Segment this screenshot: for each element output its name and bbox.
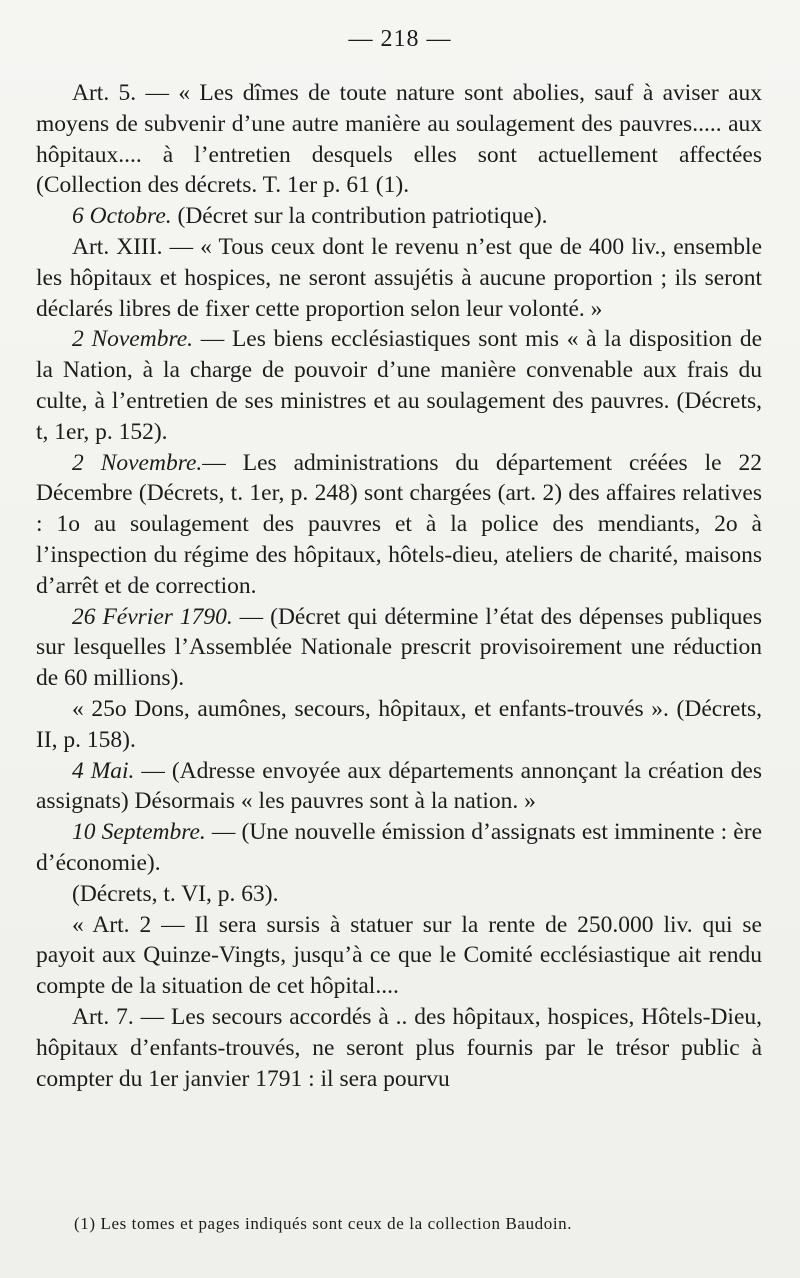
text-2-novembre-b: — Les administrations du département créées le 22 Décembre (Décrets, t. 1er, p. 248) sont chargées (art. 2) des affaires relatives : 1o au soulagement des pauvres et à la police des mendiants, 2o à l’inspection du régime des hôpitaux, hôtels-dieu, ateliers de charité, maisons d’arrêt et de correction. [36,449,762,599]
date-2-novembre-a: 2 Novembre. [72,326,194,353]
text-26-fevrier: — (Décret qui détermine l’état des dépenses publiques sur lesquelles l’Assemblée Nationale prescrit provisoirement une réduction de 60 millions). [36,603,763,692]
paragraph-10-septembre [36,817,762,879]
paragraph-4-mai [36,756,762,818]
text-10-septembre: — (Une nouvelle émission d’assignats est imminente : ère d’économie). [36,819,762,876]
paragraph-art-7: Art. 7. — Les secours accordés à .. des hôpitaux, hospices, Hôtels-Dieu, hôpitaux d’enfants-trouvés, ne seront plus fournis par le trésor public à compter du 1er janvier 1791 : il sera pourvu [36,1003,762,1092]
date-2-novembre-b: 2 Novembre. [72,449,203,476]
body-text [36,78,762,1094]
paragraph-2-novembre-b [36,448,762,602]
footnote: (1) Les tomes et pages indiqués sont ceux de la collection Baudoin. [74,1214,573,1233]
paragraph-art-5: Art. 5. — « Les dîmes de toute nature sont abolies, sauf à aviser aux moyens de subvenir d’une autre manière au soulagement des pauvres..... aux hôpitaux.... à l’entretien desquels elles sont actuellement affectées (Collection des décrets. T. 1er p. 61 (1). [36,80,762,199]
paragraph-art-2: « Art. 2 — Il sera sursis à statuer sur la rente de 250.000 liv. qui se payoit aux Quinze-Vingts, jusqu’à ce que le Comité ecclésiastique ait rendu compte de la situation de cet hôpital.... [36,911,762,1000]
text-4-mai: — (Adresse envoyée aux départements annonçant la création des assignats) Désormais « les pauvres sont à la nation. » [36,757,763,815]
paragraph-26-fevrier [36,602,762,694]
date-10-septembre: 10 Septembre. [72,819,206,846]
paragraph-decrets-vi: (Décrets, t. VI, p. 63). [72,880,279,907]
paragraph-art-xiii: Art. XIII. — « Tous ceux dont le revenu n’est que de 400 liv., ensemble les hôpitaux et hospices, ne seront assujétis à aucune proportion ; ils seront déclarés libres de fixer cette proportion selon leur volonté. » [36,233,762,322]
date-6-octobre: 6 Octobre. [72,203,172,230]
text-6-octobre: (Décret sur la contribution patriotique). [171,203,548,230]
date-26-fevrier: 26 Février 1790. [72,603,233,630]
page-number: — 218 — [348,26,452,52]
date-4-mai: 4 Mai. [72,757,135,784]
paragraph-dons: « 25o Dons, aumônes, secours, hôpitaux, et enfants-trouvés ». (Décrets, II, p. 158). [36,695,762,753]
paragraph-6-octobre [36,201,762,232]
text-2-novembre-a: — Les biens ecclésiastiques sont mis « à la disposition de la Nation, à la charge de pouvoir d’une manière convenable aux frais du culte, à l’entretien de ses ministres et au soulagement des pauvres. (Décrets, t, 1er, p. 152). [36,326,762,445]
paragraph-2-novembre-a [36,324,762,447]
